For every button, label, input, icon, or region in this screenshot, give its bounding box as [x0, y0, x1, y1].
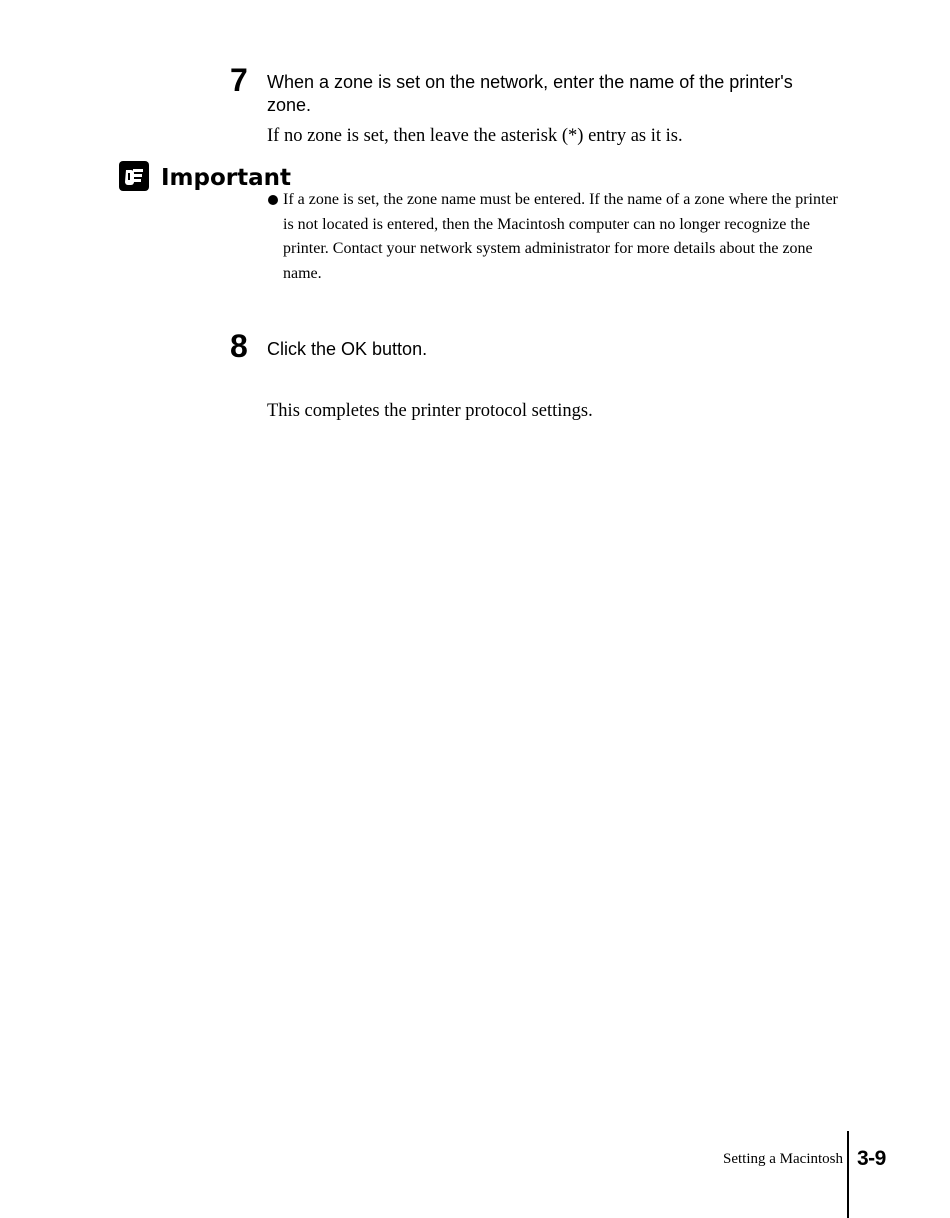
- step-8-number: 8: [230, 328, 248, 364]
- step-7-instruction: When a zone is set on the network, enter the name of the printer's zone.: [267, 72, 793, 115]
- important-hand-icon: [119, 161, 149, 191]
- step-7-number: 7: [230, 62, 248, 98]
- page-number: 3-9: [857, 1147, 886, 1170]
- important-bullet-text: If a zone is set, the zone name must be entered. If the name of a zone where the printer is not located is entered, then the Macintosh computer can no longer recognize the printer. Contact your network system administrator for more details about the zone name.: [283, 191, 838, 282]
- step-7-note: If no zone is set, then leave the asterisk (*) entry as it is.: [267, 126, 683, 146]
- step-8-note: This completes the printer protocol settings.: [267, 401, 593, 421]
- important-label: Important: [161, 165, 292, 191]
- footer-divider: [847, 1131, 849, 1218]
- step-8-instruction: Click the OK button.: [267, 339, 428, 359]
- footer-section-title: Setting a Macintosh: [723, 1151, 843, 1167]
- bullet-icon: [268, 195, 278, 205]
